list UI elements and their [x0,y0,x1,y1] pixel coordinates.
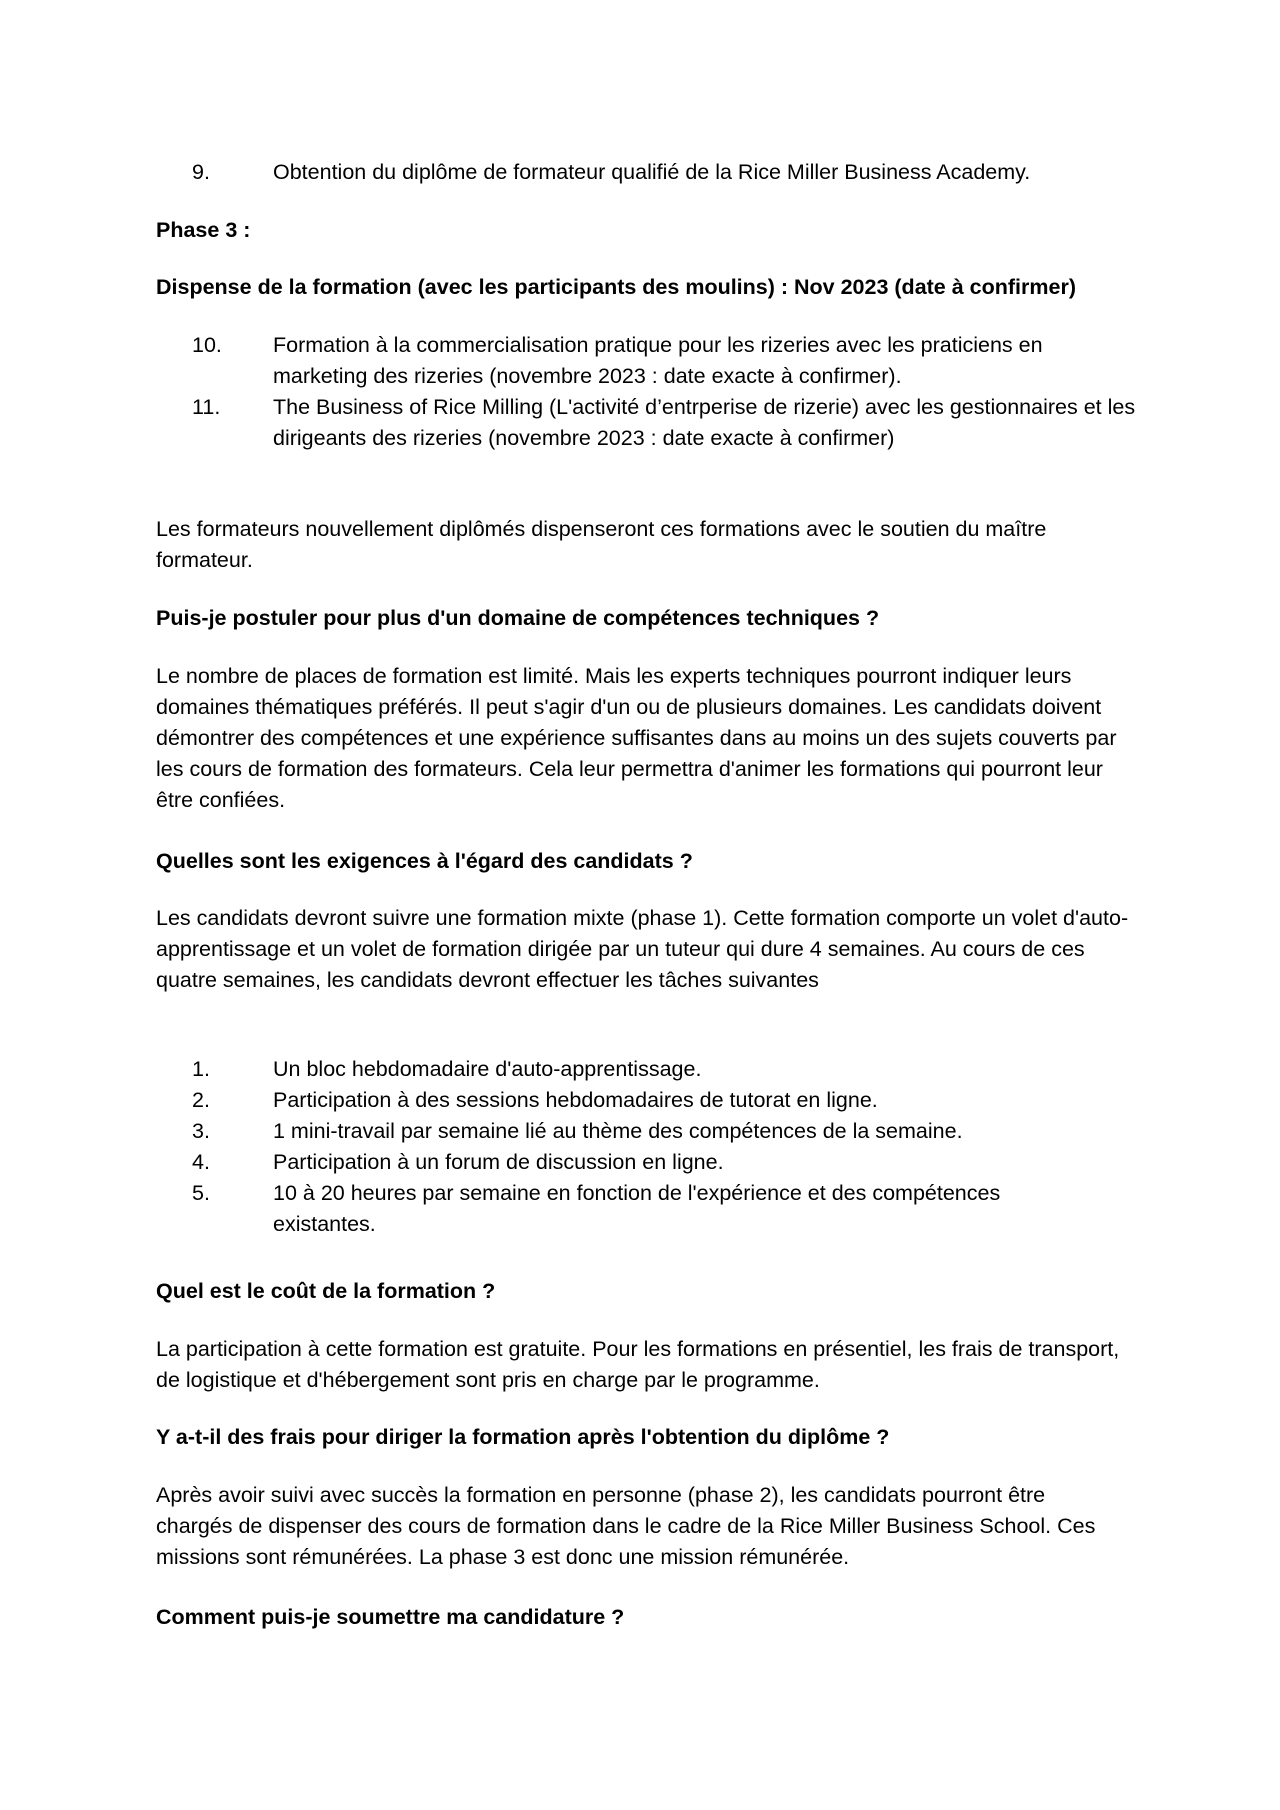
question-heading-requirements: Quelles sont les exigences à l'égard des candidats ? [156,849,693,873]
phase3-subtitle: Dispense de la formation (avec les participants des moulins) : Nov 2023 (date à confirmer) [156,275,1076,299]
list-item [156,1085,1136,1116]
list-item [156,1116,1136,1147]
question-heading-fees: Y a-t-il des frais pour diriger la formation après l'obtention du diplôme ? [156,1425,890,1449]
list-number: 3. [192,1119,210,1143]
list-number: 1. [192,1057,210,1081]
phase3-list [156,330,1136,454]
phase2-end-list [156,157,1136,188]
list-number: 5. [192,1181,210,1205]
list-text: Obtention du diplôme de formateur qualifié de la Rice Miller Business Academy. [273,160,1031,184]
list-item [156,157,1136,188]
list-number: 4. [192,1150,210,1174]
phase3-title: Phase 3 : [156,218,251,242]
list-item [156,1147,1136,1178]
list-item [156,1178,1136,1240]
phase3-note: Les formateurs nouvellement diplômés dispenseront ces formations avec le soutien du maître formateur. [156,517,1047,572]
list-number: 9. [192,160,210,184]
list-text: Formation à la commercialisation pratique pour les rizeries avec les praticiens en marketing des rizeries (novembre 2023 : date exacte à confirmer). [273,333,1043,388]
question-heading-multiple-domains: Puis-je postuler pour plus d'un domaine de compétences techniques ? [156,606,880,630]
list-number: 10. [192,333,222,357]
list-item [156,330,1136,392]
list-item [156,392,1136,454]
question-heading-apply: Comment puis-je soumettre ma candidature ? [156,1605,625,1629]
list-text: Participation à des sessions hebdomadaires de tutorat en ligne. [273,1088,878,1112]
list-text: Un bloc hebdomadaire d'auto-apprentissage. [273,1057,702,1081]
list-text: 10 à 20 heures par semaine en fonction de l'expérience et des compétences existantes. [273,1181,1001,1236]
list-item [156,1054,1136,1085]
list-text: The Business of Rice Milling (L'activité d’entrperise de rizerie) avec les gestionnaires et les dirigeants des rizeries (novembre 2023 : date exacte à confirmer) [273,395,1136,450]
answer-fees: Après avoir suivi avec succès la formation en personne (phase 2), les candidats pourront être chargés de dispenser des cours de formation dans le cadre de la Rice Miller Business School. Ces missions sont rémunérées. La phase 3 est donc une mission rémunérée. [156,1483,1096,1569]
list-number: 11. [192,395,221,419]
list-number: 2. [192,1088,210,1112]
list-text: Participation à un forum de discussion en ligne. [273,1150,724,1174]
answer-multiple-domains: Le nombre de places de formation est limité. Mais les experts techniques pourront indiquer leurs domaines thématiques préférés. Il peut s'agir d'un ou de plusieurs domaines. Les candidats doivent démontrer des compétences et une expérience suffisantes dans au moins un des sujets couverts par les cours de formation des formateurs. Cela leur permettra d'animer les formations qui pourront leur être confiées. [156,664,1117,812]
answer-requirements: Les candidats devront suivre une formation mixte (phase 1). Cette formation comporte un volet d'auto-apprentissage et un volet de formation dirigée par un tuteur qui dure 4 semaines. Au cours de ces quatre semaines, les candidats devront effectuer les tâches suivantes [156,906,1129,992]
question-heading-cost: Quel est le coût de la formation ? [156,1279,496,1303]
list-text: 1 mini-travail par semaine lié au thème des compétences de la semaine. [273,1119,963,1143]
answer-cost: La participation à cette formation est gratuite. Pour les formations en présentiel, les frais de transport, de logistique et d'hébergement sont pris en charge par le programme. [156,1337,1120,1392]
requirements-list [156,1054,1136,1240]
